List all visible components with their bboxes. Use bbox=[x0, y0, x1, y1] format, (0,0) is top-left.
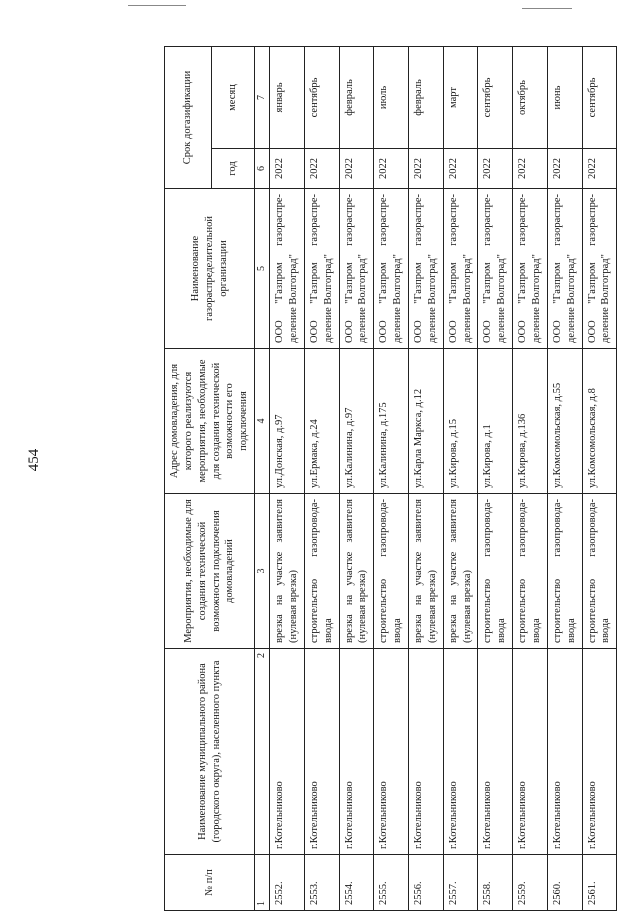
row-number: 2556. bbox=[409, 855, 444, 911]
locality-cell: г.Котельниково bbox=[270, 649, 305, 855]
address-cell: ул.Карла Маркса, д.12 bbox=[409, 349, 444, 494]
header-organization: Наименование газораспределительной организации bbox=[165, 189, 255, 349]
month-cell: март bbox=[443, 46, 478, 148]
table-row bbox=[513, 46, 548, 910]
row-number: 2557. bbox=[443, 855, 478, 911]
address-cell: ул.Кирова, д.15 bbox=[443, 349, 478, 494]
table-row bbox=[478, 46, 513, 910]
year-cell: 2022 bbox=[582, 149, 617, 189]
month-cell: сентябрь bbox=[478, 46, 513, 148]
row-number: 2552. bbox=[270, 855, 305, 911]
month-cell: январь bbox=[270, 46, 305, 148]
scan-edge-mark-left bbox=[128, 5, 186, 6]
row-number: 2555. bbox=[374, 855, 409, 911]
gasification-table bbox=[164, 46, 617, 911]
month-cell: сентябрь bbox=[304, 46, 339, 148]
scan-edge-mark-right bbox=[522, 8, 572, 9]
address-cell: ул.Комсомольская, д.8 bbox=[582, 349, 617, 494]
year-cell: 2022 bbox=[513, 149, 548, 189]
table-row bbox=[270, 46, 305, 910]
column-number: 3 bbox=[255, 494, 270, 649]
header-measure: Мероприятия, необходимые для создания технической возможности подключения домовладений bbox=[165, 494, 255, 649]
year-cell: 2022 bbox=[443, 149, 478, 189]
organization-cell: ООО "Газпром газораспре- деление Волгоград" bbox=[304, 189, 339, 349]
locality-cell: г.Котельниково bbox=[513, 649, 548, 855]
header-row bbox=[165, 46, 212, 910]
locality-cell: г.Котельниково bbox=[409, 649, 444, 855]
year-cell: 2022 bbox=[304, 149, 339, 189]
table-row bbox=[304, 46, 339, 910]
table-row bbox=[547, 46, 582, 910]
organization-cell: ООО "Газпром газораспре- деление Волгоград" bbox=[478, 189, 513, 349]
year-cell: 2022 bbox=[339, 149, 374, 189]
year-cell: 2022 bbox=[270, 149, 305, 189]
measure-cell: строительство газопровода- ввода bbox=[374, 494, 409, 649]
column-number: 4 bbox=[255, 349, 270, 494]
measure-cell: строительство газопровода- ввода bbox=[547, 494, 582, 649]
organization-cell: ООО "Газпром газораспре- деление Волгоград" bbox=[547, 189, 582, 349]
table-row bbox=[443, 46, 478, 910]
row-number: 2553. bbox=[304, 855, 339, 911]
address-cell: ул.Комсомольская, д.55 bbox=[547, 349, 582, 494]
month-cell: февраль bbox=[409, 46, 444, 148]
year-cell: 2022 bbox=[374, 149, 409, 189]
address-cell: ул.Кирова, д.1 bbox=[478, 349, 513, 494]
table-body bbox=[270, 46, 617, 910]
measure-cell: врезка на участке заявителя (нулевая врезка) bbox=[270, 494, 305, 649]
table-row bbox=[582, 46, 617, 910]
month-cell: февраль bbox=[339, 46, 374, 148]
row-number: 2560. bbox=[547, 855, 582, 911]
header-deadline-group: Срок догазификации bbox=[165, 46, 212, 188]
table-row bbox=[409, 46, 444, 910]
address-cell: ул.Донская, д.97 bbox=[270, 349, 305, 494]
column-number: 5 bbox=[255, 189, 270, 349]
measure-cell: строительство газопровода- ввода bbox=[478, 494, 513, 649]
row-number: 2554. bbox=[339, 855, 374, 911]
rotated-table-wrapper bbox=[164, 47, 612, 911]
locality-cell: г.Котельниково bbox=[443, 649, 478, 855]
organization-cell: ООО "Газпром газораспре- деление Волгоград" bbox=[513, 189, 548, 349]
column-number: 2 bbox=[255, 649, 270, 855]
row-number: 2561. bbox=[582, 855, 617, 911]
header-year: год bbox=[212, 149, 255, 189]
header-month: месяц bbox=[212, 46, 255, 148]
header-number: № п/п bbox=[165, 855, 255, 911]
address-cell: ул.Калинина, д.175 bbox=[374, 349, 409, 494]
address-cell: ул.Кирова, д.136 bbox=[513, 349, 548, 494]
header-locality: Наименование муниципального района (городского округа), населенного пункта bbox=[165, 649, 255, 855]
table-row bbox=[374, 46, 409, 910]
locality-cell: г.Котельниково bbox=[339, 649, 374, 855]
locality-cell: г.Котельниково bbox=[304, 649, 339, 855]
locality-cell: г.Котельниково bbox=[374, 649, 409, 855]
month-cell: сентябрь bbox=[582, 46, 617, 148]
page-number: 454 bbox=[26, 448, 42, 472]
organization-cell: ООО "Газпром газораспре- деление Волгоград" bbox=[374, 189, 409, 349]
column-number-row bbox=[255, 46, 270, 910]
column-number: 6 bbox=[255, 149, 270, 189]
organization-cell: ООО "Газпром газораспре- деление Волгоград" bbox=[270, 189, 305, 349]
year-cell: 2022 bbox=[478, 149, 513, 189]
row-number: 2558. bbox=[478, 855, 513, 911]
header-address: Адрес домовладения, для которого реализуются мероприятия, необходимые для создания технической возможности его подключения bbox=[165, 349, 255, 494]
table-row bbox=[339, 46, 374, 910]
measure-cell: врезка на участке заявителя (нулевая врезка) bbox=[409, 494, 444, 649]
organization-cell: ООО "Газпром газораспре- деление Волгоград" bbox=[339, 189, 374, 349]
column-number: 7 bbox=[255, 46, 270, 148]
locality-cell: г.Котельниково bbox=[547, 649, 582, 855]
measure-cell: врезка на участке заявителя (нулевая врезка) bbox=[443, 494, 478, 649]
column-number: 1 bbox=[255, 855, 270, 911]
measure-cell: строительство газопровода- ввода bbox=[582, 494, 617, 649]
organization-cell: ООО "Газпром газораспре- деление Волгоград" bbox=[409, 189, 444, 349]
year-cell: 2022 bbox=[547, 149, 582, 189]
locality-cell: г.Котельниково bbox=[478, 649, 513, 855]
measure-cell: врезка на участке заявителя (нулевая врезка) bbox=[339, 494, 374, 649]
address-cell: ул.Калинина, д.97 bbox=[339, 349, 374, 494]
measure-cell: строительство газопровода- ввода bbox=[304, 494, 339, 649]
organization-cell: ООО "Газпром газораспре- деление Волгоград" bbox=[582, 189, 617, 349]
organization-cell: ООО "Газпром газораспре- деление Волгоград" bbox=[443, 189, 478, 349]
address-cell: ул.Ермака, д.24 bbox=[304, 349, 339, 494]
locality-cell: г.Котельниково bbox=[582, 649, 617, 855]
year-cell: 2022 bbox=[409, 149, 444, 189]
month-cell: июль bbox=[374, 46, 409, 148]
month-cell: октябрь bbox=[513, 46, 548, 148]
measure-cell: строительство газопровода- ввода bbox=[513, 494, 548, 649]
row-number: 2559. bbox=[513, 855, 548, 911]
month-cell: июнь bbox=[547, 46, 582, 148]
